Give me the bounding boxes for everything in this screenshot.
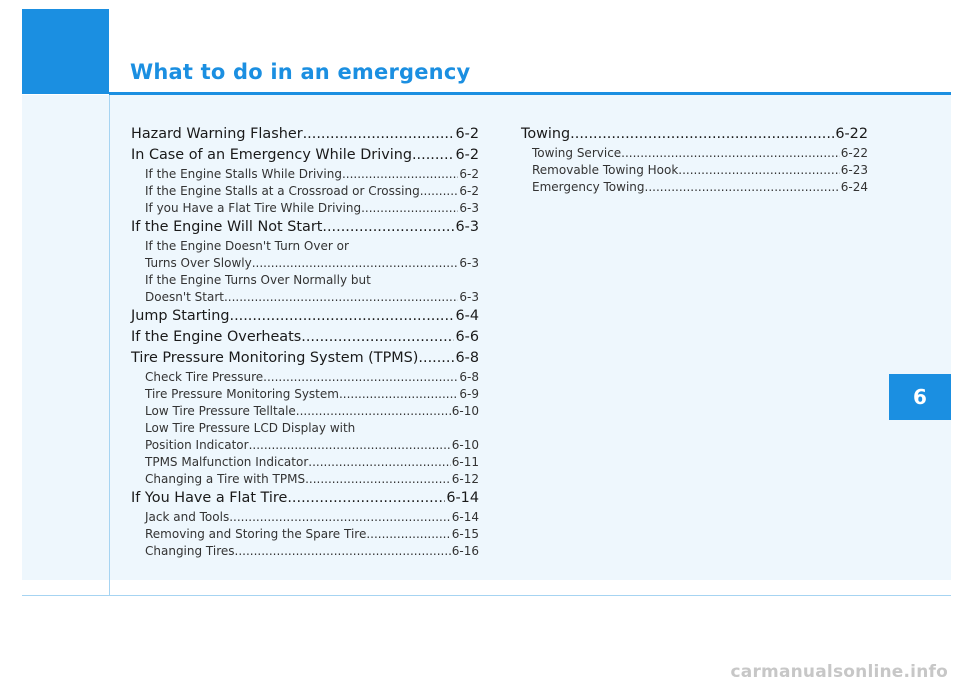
toc-entry-label: If the Engine Stalls at a Crossroad or Crossing xyxy=(145,184,420,198)
toc-page-number: 6-3 xyxy=(455,219,479,235)
toc-page-number: 6-10 xyxy=(451,438,479,452)
toc-entry-label: Emergency Towing xyxy=(532,180,645,194)
toc-entry-label: Tire Pressure Monitoring System xyxy=(145,387,339,401)
toc-page-number: 6-14 xyxy=(446,490,479,506)
toc-subsection-entry[interactable] xyxy=(131,509,479,526)
toc-section-entry[interactable] xyxy=(131,488,479,509)
toc-subsection-entry[interactable] xyxy=(521,145,868,162)
toc-subsection-entry[interactable] xyxy=(131,166,479,183)
toc-page-number: 6-22 xyxy=(840,146,868,160)
toc-leader-dots xyxy=(412,145,455,166)
toc-entry-label-line1: If the Engine Turns Over Normally but xyxy=(145,273,371,287)
toc-page-number: 6-8 xyxy=(455,350,479,366)
toc-page-number: 6-2 xyxy=(455,147,479,163)
toc-page-number: 6-14 xyxy=(451,510,479,524)
toc-page-number: 6-16 xyxy=(451,544,479,558)
toc-leader-dots xyxy=(252,255,459,272)
toc-section-entry[interactable] xyxy=(131,348,479,369)
toc-leader-dots xyxy=(342,166,458,183)
toc-leader-dots xyxy=(645,179,840,196)
toc-section-entry[interactable] xyxy=(131,124,479,145)
toc-subsection-entry[interactable] xyxy=(131,386,479,403)
toc-page-number: 6-15 xyxy=(451,527,479,541)
toc-page-number: 6-3 xyxy=(459,256,479,270)
toc-leader-dots xyxy=(235,543,451,560)
toc-subsection-entry[interactable] xyxy=(131,437,479,454)
toc-page-number: 6-6 xyxy=(455,329,479,345)
corner-accent-block xyxy=(22,9,109,94)
toc-leader-dots xyxy=(322,217,454,238)
toc-section-entry[interactable] xyxy=(131,217,479,238)
toc-entry-label: If the Engine Overheats xyxy=(131,329,302,345)
toc-entry-label: If You Have a Flat Tire xyxy=(131,490,288,506)
toc-right-column xyxy=(521,124,868,196)
toc-leader-dots xyxy=(229,509,451,526)
toc-entry-label-line1: If the Engine Doesn't Turn Over or xyxy=(145,239,349,253)
toc-subsection-entry[interactable] xyxy=(131,183,479,200)
toc-entry-label: Jump Starting xyxy=(131,308,230,324)
toc-entry-label: Towing xyxy=(521,126,571,142)
toc-left-column xyxy=(131,124,479,560)
toc-subsection-entry[interactable] xyxy=(131,200,479,217)
bottom-divider xyxy=(22,595,951,596)
toc-entry-label: Check Tire Pressure xyxy=(145,370,264,384)
toc-entry-label: Doesn't Start xyxy=(145,290,224,304)
toc-entry-label: TPMS Malfunction Indicator xyxy=(145,455,309,469)
toc-entry-label: Towing Service xyxy=(532,146,622,160)
toc-page-number: 6-9 xyxy=(459,387,479,401)
toc-entry-label: Changing a Tire with TPMS xyxy=(145,472,306,486)
toc-leader-dots xyxy=(303,124,455,145)
toc-entry-label: Turns Over Slowly xyxy=(145,256,252,270)
toc-subsection-entry[interactable] xyxy=(131,403,479,420)
toc-leader-dots xyxy=(296,403,451,420)
toc-page-number: 6-12 xyxy=(451,472,479,486)
toc-subsection-entry[interactable] xyxy=(131,471,479,488)
toc-leader-dots xyxy=(678,162,839,179)
toc-entry-label: Changing Tires xyxy=(145,544,235,558)
toc-page-number: 6-2 xyxy=(455,126,479,142)
toc-page-number: 6-3 xyxy=(459,290,479,304)
toc-subsection-entry[interactable] xyxy=(131,255,479,272)
toc-page-number: 6-11 xyxy=(451,455,479,469)
toc-entry-label: If the Engine Stalls While Driving xyxy=(145,167,342,181)
toc-entry-label: Jack and Tools xyxy=(145,510,230,524)
toc-entry-label: Tire Pressure Monitoring System (TPMS) xyxy=(131,350,419,366)
toc-leader-dots xyxy=(263,369,458,386)
toc-leader-dots xyxy=(301,327,454,348)
toc-entry-label: Removable Towing Hook xyxy=(532,163,679,177)
toc-leader-dots xyxy=(420,183,459,200)
toc-leader-dots xyxy=(339,386,458,403)
toc-page-number: 6-4 xyxy=(455,308,479,324)
chapter-tab[interactable]: 6 xyxy=(889,374,951,420)
toc-page-number: 6-23 xyxy=(840,163,868,177)
toc-subsection-entry[interactable] xyxy=(131,526,479,543)
toc-page-number: 6-8 xyxy=(459,370,479,384)
margin-divider xyxy=(109,95,110,596)
toc-leader-dots xyxy=(361,200,458,217)
toc-leader-dots xyxy=(230,306,455,327)
toc-page-number: 6-10 xyxy=(451,404,479,418)
toc-page-number: 6-24 xyxy=(840,180,868,194)
toc-leader-dots xyxy=(287,488,445,509)
toc-leader-dots xyxy=(621,145,840,162)
toc-entry-label: If you Have a Flat Tire While Driving xyxy=(145,201,362,215)
toc-leader-dots xyxy=(366,526,450,543)
toc-entry-label: Position Indicator xyxy=(145,438,249,452)
toc-entry-label: Hazard Warning Flasher xyxy=(131,126,303,142)
toc-leader-dots xyxy=(224,289,458,306)
toc-section-entry[interactable] xyxy=(131,327,479,348)
toc-entry-label: If the Engine Will Not Start xyxy=(131,219,323,235)
toc-page-number: 6-3 xyxy=(459,201,479,215)
toc-section-entry[interactable] xyxy=(131,145,479,166)
toc-subsection-entry[interactable] xyxy=(131,543,479,560)
toc-subsection-entry[interactable] xyxy=(521,179,868,196)
toc-page-number: 6-2 xyxy=(459,167,479,181)
watermark-text: carmanualsonline.info xyxy=(730,662,948,682)
toc-entry-label: Low Tire Pressure Telltale xyxy=(145,404,296,418)
page-title: What to do in an emergency xyxy=(130,60,471,84)
toc-subsection-entry[interactable] xyxy=(131,369,479,386)
toc-leader-dots xyxy=(418,348,454,369)
toc-leader-dots xyxy=(249,437,451,454)
toc-subsection-entry[interactable] xyxy=(131,289,479,306)
toc-page-number: 6-2 xyxy=(459,184,479,198)
toc-leader-dots xyxy=(308,454,451,471)
toc-entry-label: Removing and Storing the Spare Tire xyxy=(145,527,367,541)
toc-subsection-entry[interactable] xyxy=(131,454,479,471)
toc-section-entry[interactable] xyxy=(131,306,479,327)
toc-leader-dots xyxy=(570,124,834,145)
toc-section-entry[interactable] xyxy=(521,124,868,145)
toc-leader-dots xyxy=(305,471,451,488)
toc-entry-label: In Case of an Emergency While Driving xyxy=(131,147,412,163)
toc-page-number: 6-22 xyxy=(835,126,868,142)
toc-subsection-entry[interactable] xyxy=(521,162,868,179)
toc-entry-label-line1: Low Tire Pressure LCD Display with xyxy=(145,421,356,435)
